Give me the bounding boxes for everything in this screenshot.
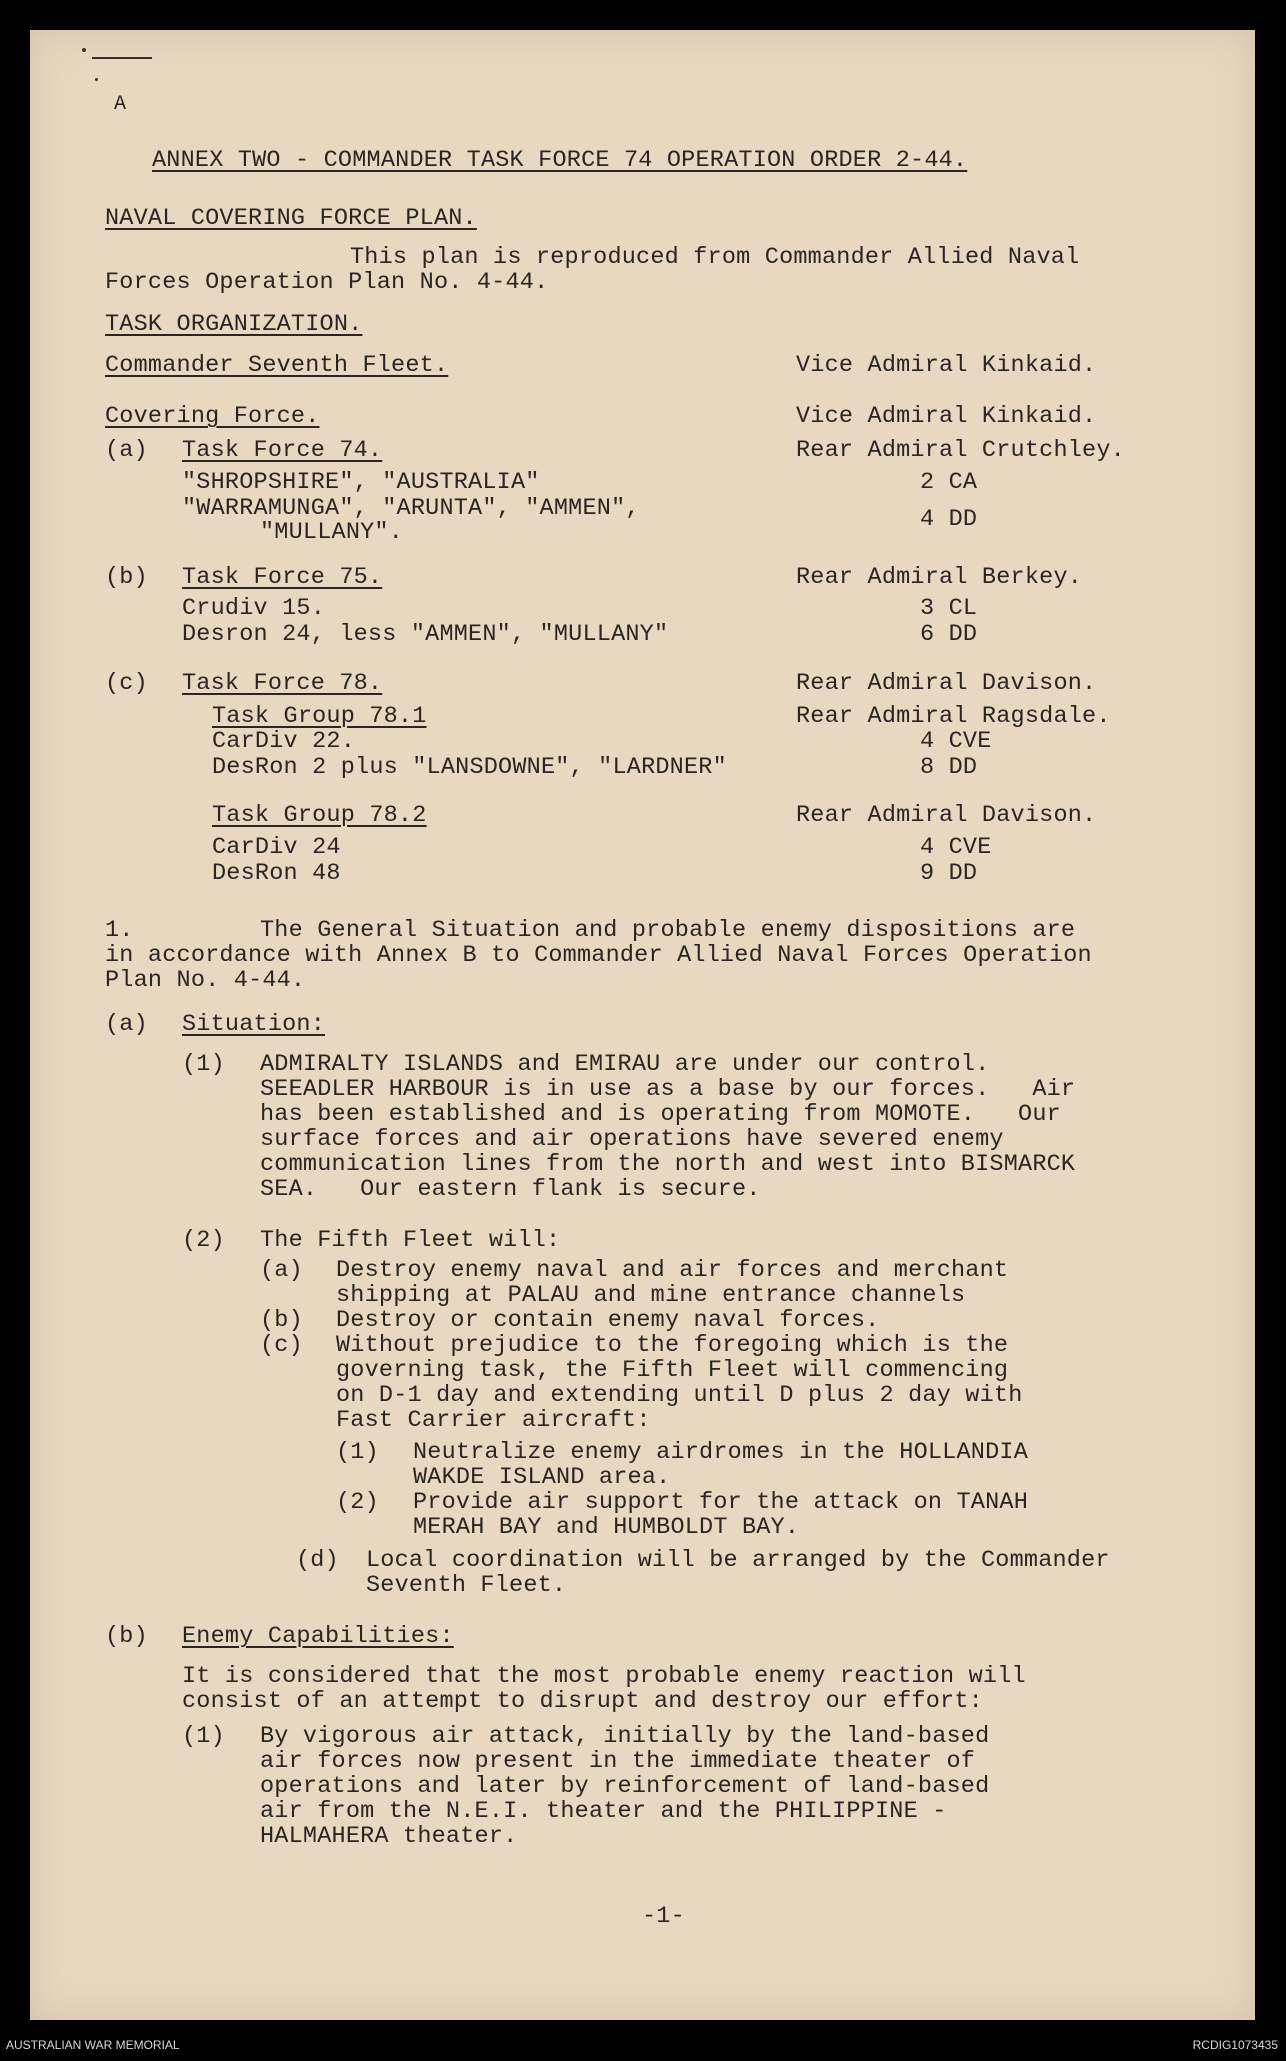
org-line: "WARRAMUNGA", "ARUNTA", "AMMEN", <box>182 495 640 522</box>
sit-line: has been established and is operating from MOMOTE. Our <box>260 1101 1061 1128</box>
org-tg781-cmd: Rear Admiral Ragsdale. <box>796 703 1111 730</box>
ink-speck <box>92 57 152 59</box>
org-label-c: (c) <box>105 670 148 697</box>
task-org-heading: TASK ORGANIZATION. <box>105 311 363 338</box>
org-covering-force: Covering Force. <box>105 403 320 430</box>
situation-heading: Situation: <box>182 1011 326 1038</box>
enemy-line: operations and later by reinforcement of land-based <box>260 1773 990 1800</box>
org-count: 2 CA <box>920 469 978 496</box>
sub-number: (2) <box>182 1227 225 1254</box>
org-commander-name: Vice Admiral Kinkaid. <box>796 352 1097 379</box>
org-line: Crudiv 15. <box>182 595 326 622</box>
page-number: -1- <box>642 1903 685 1930</box>
org-count: 8 DD <box>920 754 978 781</box>
para-number: 1. <box>105 917 134 944</box>
org-line: CarDiv 24 <box>212 834 341 861</box>
para-line: The General Situation and probable enemy dispositions are <box>260 917 1076 944</box>
sit-line: communication lines from the north and west into BISMARCK <box>260 1151 1076 1178</box>
ink-speck <box>95 78 98 81</box>
org-label-b: (b) <box>105 564 148 591</box>
sit-line: WAKDE ISLAND area. <box>413 1464 671 1491</box>
sit-line: Destroy enemy naval and air forces and merchant <box>336 1257 1009 1284</box>
org-tg782: Task Group 78.2 <box>212 802 427 829</box>
situation-label: (a) <box>105 1011 148 1038</box>
org-count: 3 CL <box>920 595 978 622</box>
sit-line: Neutralize enemy airdromes in the HOLLANDIA <box>413 1439 1028 1466</box>
sit-line: shipping at PALAU and mine entrance channels <box>336 1282 966 1309</box>
sit-line: SEA. Our eastern flank is secure. <box>260 1176 761 1203</box>
sit-line: on D-1 day and extending until D plus 2 day with <box>336 1382 1023 1409</box>
org-line: CarDiv 22. <box>212 728 356 755</box>
corner-mark: A <box>114 93 127 116</box>
sit-line: The Fifth Fleet will: <box>260 1227 561 1254</box>
footer-source: AUSTRALIAN WAR MEMORIAL <box>6 2038 180 2052</box>
org-tf75-cmd: Rear Admiral Berkey. <box>796 564 1083 591</box>
org-label-a: (a) <box>105 437 148 464</box>
enemy-line: air forces now present in the immediate theater of <box>260 1748 976 1775</box>
sub-letter: (b) <box>260 1307 303 1334</box>
org-line: "SHROPSHIRE", "AUSTRALIA" <box>182 469 540 496</box>
org-tf75: Task Force 75. <box>182 564 383 591</box>
page-title: ANNEX TWO - COMMANDER TASK FORCE 74 OPERATION ORDER 2-44. <box>152 147 968 174</box>
sub-number: (1) <box>182 1723 225 1750</box>
org-tf74: Task Force 74. <box>182 437 383 464</box>
sub-number: (2) <box>336 1489 379 1516</box>
enemy-line: It is considered that the most probable enemy reaction will <box>182 1663 1026 1690</box>
footer-id: RCDIG1073435 <box>1192 2038 1278 2052</box>
sub-number: (1) <box>182 1051 225 1078</box>
sit-line: Without prejudice to the foregoing which is the <box>336 1332 1009 1359</box>
para-line: Plan No. 4-44. <box>105 967 306 994</box>
org-tg782-cmd: Rear Admiral Davison. <box>796 802 1097 829</box>
ink-speck <box>82 48 86 52</box>
sub-letter: (a) <box>260 1257 303 1284</box>
org-tf78-cmd: Rear Admiral Davison. <box>796 670 1097 697</box>
sit-line: surface forces and air operations have severed enemy <box>260 1126 1004 1153</box>
archive-footer <box>0 2030 1286 2061</box>
org-tg781: Task Group 78.1 <box>212 703 427 730</box>
section-heading: NAVAL COVERING FORCE PLAN. <box>105 205 477 232</box>
intro-line: This plan is reproduced from Commander Allied Naval <box>350 244 1080 271</box>
org-count: 9 DD <box>920 860 978 887</box>
org-covering-commander: Vice Admiral Kinkaid. <box>796 403 1097 430</box>
org-count: 4 DD <box>920 506 978 533</box>
sit-line: ADMIRALTY ISLANDS and EMIRAU are under our control. <box>260 1051 990 1078</box>
org-tf78: Task Force 78. <box>182 670 383 697</box>
org-line: "MULLANY". <box>260 519 404 546</box>
enemy-line: air from the N.E.I. theater and the PHILIPPINE - <box>260 1798 947 1825</box>
org-count: 4 CVE <box>920 728 992 755</box>
sit-line: Local coordination will be arranged by the Commander <box>366 1547 1110 1574</box>
sit-line: governing task, the Fifth Fleet will commencing <box>336 1357 1009 1384</box>
sub-letter: (d) <box>296 1547 339 1574</box>
sit-line: SEEADLER HARBOUR is in use as a base by our forces. Air <box>260 1076 1076 1103</box>
sub-number: (1) <box>336 1439 379 1466</box>
enemy-line: HALMAHERA theater. <box>260 1823 518 1850</box>
enemy-heading: Enemy Capabilities: <box>182 1623 454 1650</box>
enemy-label: (b) <box>105 1623 148 1650</box>
org-line: DesRon 2 plus "LANSDOWNE", "LARDNER" <box>212 754 727 781</box>
para-line: in accordance with Annex B to Commander Allied Naval Forces Operation <box>105 942 1092 969</box>
enemy-line: consist of an attempt to disrupt and destroy our effort: <box>182 1688 983 1715</box>
org-line: DesRon 48 <box>212 860 341 887</box>
intro-line: Forces Operation Plan No. 4-44. <box>105 269 549 296</box>
org-count: 4 CVE <box>920 834 992 861</box>
org-line: Desron 24, less "AMMEN", "MULLANY" <box>182 621 669 648</box>
sit-line: Provide air support for the attack on TANAH <box>413 1489 1028 1516</box>
org-tf74-cmd: Rear Admiral Crutchley. <box>796 437 1125 464</box>
sub-letter: (c) <box>260 1332 303 1359</box>
sit-line: Fast Carrier aircraft: <box>336 1407 651 1434</box>
org-commander: Commander Seventh Fleet. <box>105 352 449 379</box>
sit-line: Destroy or contain enemy naval forces. <box>336 1307 880 1334</box>
enemy-line: By vigorous air attack, initially by the land-based <box>260 1723 990 1750</box>
org-count: 6 DD <box>920 621 978 648</box>
sit-line: MERAH BAY and HUMBOLDT BAY. <box>413 1514 800 1541</box>
document-page <box>30 30 1255 2020</box>
sit-line: Seventh Fleet. <box>366 1572 567 1599</box>
